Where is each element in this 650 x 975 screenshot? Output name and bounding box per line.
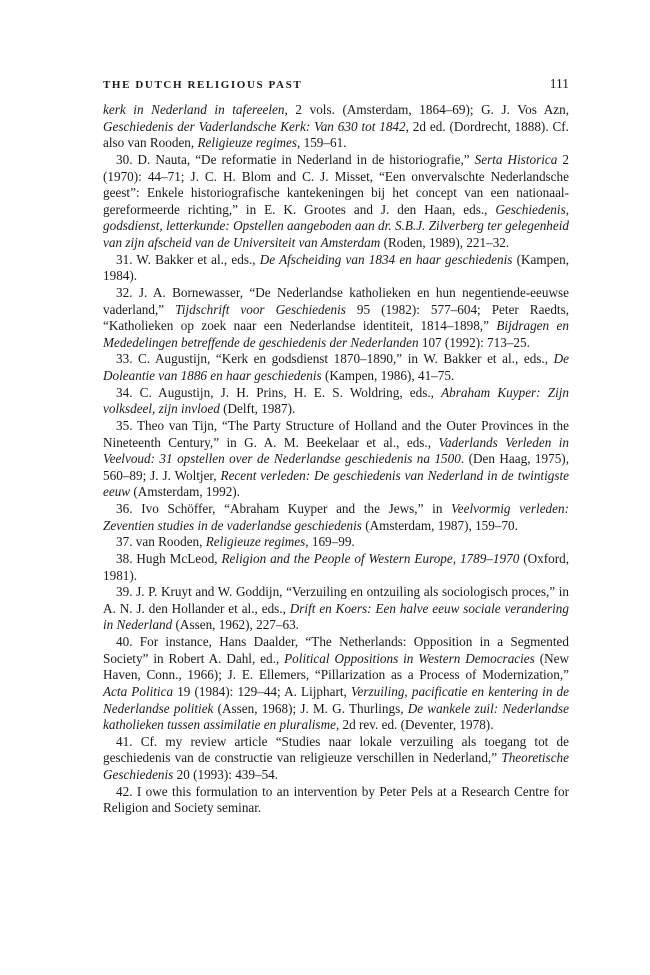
endnote-31 <box>103 252 569 285</box>
note-text: 42. I owe this formulation to an intervention by Peter Pels at a Research Centre for Religion and Society seminar. <box>103 783 569 816</box>
note-text: (Kampen, 1986), 41–75. <box>321 368 455 383</box>
note-text: (New Haven, Conn., 1966); J. E. Ellemers, “Pillarization as a Process of Modernization,” <box>103 650 570 683</box>
page-number: 111 <box>549 76 569 91</box>
note-text: , 2d ed. (Dordrecht, 1888). Cf. also van Rooden, <box>103 118 569 151</box>
italic-title: Religieuze regimes <box>197 135 297 151</box>
italic-title: Drift en Koers: Een halve eeuw sociale verandering in Nederland <box>103 600 569 633</box>
note-text: 31. W. Bakker et al., eds., <box>116 251 260 267</box>
italic-title: Verzuiling, pacificatie en kentering in de Nederlandse politiek <box>103 683 569 716</box>
endnote-32 <box>103 285 569 352</box>
note-text: , 169–99. <box>305 534 355 550</box>
note-text: 36. Ivo Schöffer, “Abraham Kuyper and the Jews,” in <box>116 501 452 516</box>
page-header <box>103 76 569 102</box>
italic-title: Acta Politica <box>103 683 174 699</box>
note-text: 39. J. P. Kruyt and W. Goddijn, “Verzuiling en ontzuiling als sociologisch proces,” in A. N. J. den Hollander et al., eds., <box>103 584 569 616</box>
italic-title: Theoretische Geschiedenis <box>103 750 569 782</box>
note-text: . (Den Haag, 1975), 560–89; J. J. Woltjer, <box>103 451 570 483</box>
book-page <box>103 76 569 817</box>
note-text: 37. van Rooden, <box>116 534 206 550</box>
italic-title: Abraham Kuyper: Zijn volksdeel, zijn invloed <box>103 384 569 417</box>
note-text: , 2 vols. (Amsterdam, 1864–69); G. J. Vos Azn, <box>284 102 569 117</box>
endnote-33 <box>103 351 569 384</box>
endnote-38 <box>103 551 569 584</box>
note-text: 40. For instance, Hans Daalder, “The Netherlands: Opposition in a Segmented Society” in Robert A. Dahl, ed., <box>103 634 569 666</box>
note-text: 35. Theo van Tijn, “The Party Structure of Holland and the Outer Provinces in the Nineteenth Century,” in G. A. M. Beekelaar et al., eds., <box>103 417 569 450</box>
running-head: THE DUTCH RELIGIOUS PAST <box>103 79 303 91</box>
endnotes-list <box>103 102 569 817</box>
endnote-30 <box>103 152 569 252</box>
note-text: (Assen, 1968); J. M. G. Thurlings, <box>213 700 408 716</box>
note-text: (Delft, 1987). <box>219 401 296 417</box>
italic-title: Political Oppositions in Western Democracies <box>284 650 535 666</box>
italic-title: Recent verleden: De geschiedenis van Nederland in de twintigste eeuw <box>103 467 569 500</box>
italic-title: Bijdragen en Mededelingen betreffende de geschiedenis der Nederlanden <box>103 318 569 350</box>
italic-title: kerk in Nederland in tafereelen <box>103 102 285 117</box>
note-text: , 2d rev. ed. (Deventer, 1978). <box>335 717 494 733</box>
endnote-34 <box>103 385 569 418</box>
note-text: (Kampen, 1984). <box>103 251 569 284</box>
note-text: 38. Hugh McLeod, <box>116 550 222 566</box>
note-text: 107 (1992): 713–25. <box>418 334 530 350</box>
endnote-39 <box>103 584 569 634</box>
italic-title: De Afscheiding van 1834 en haar geschiedenis <box>259 251 513 267</box>
endnote-36 <box>103 501 569 534</box>
endnote-42 <box>103 784 569 817</box>
endnote-41 <box>103 734 569 784</box>
note-text: 32. J. A. Bornewasser, “De Nederlandse katholieken en hun negentiende-eeuwse vaderland,” <box>103 284 569 317</box>
italic-title: Geschiedenis der Vaderlandsche Kerk: Van 630 tot 1842 <box>103 118 406 134</box>
italic-title: Geschiedenis, godsdienst, letterkunde: Opstellen aangeboden aan dr. S.B.J. Zilverberg ter gelegenheid van zijn afscheid van de Universiteit van Amsterdam <box>103 201 569 250</box>
note-text: 30. D. Nauta, “De reformatie in Nederland in de historiografie,” <box>116 151 475 167</box>
note-text: (Amsterdam, 1987), 159–70. <box>361 517 518 533</box>
note-text: 34. C. Augustijn, J. H. Prins, H. E. S. Woldring, eds., <box>116 384 442 400</box>
note-text: 2 (1970): 44–71; J. C. H. Blom and C. J. Misset, “Een onvervalschte Nederlandsche geest”: Enkele historiografische kantekeningen bij het concept van een nationaal-gereformeerde richting,” in E. K. Grootes and J. den Haan, eds., <box>103 151 570 217</box>
italic-title: Tijdschrift voor Geschiedenis <box>175 301 346 317</box>
note-text: (Roden, 1989), 221–32. <box>380 235 510 250</box>
endnote-40 <box>103 634 569 734</box>
note-text: (Oxford, 1981). <box>103 550 570 583</box>
italic-title: De Doleantie van 1886 en haar geschiedenis <box>103 351 569 383</box>
note-continuation <box>103 102 569 152</box>
note-text: 33. C. Augustijn, “Kerk en godsdienst 1870–1890,” in W. Bakker et al., eds., <box>116 351 554 367</box>
italic-title: Vaderlands Verleden in Veelvoud: 31 opstellen over de Nederlandse geschiedenis na 1500 <box>103 434 569 467</box>
note-text: 95 (1982): 577–604; Peter Raedts, “Katholieken op zoek naar een Nederlandse identiteit, 1814–1898,” <box>103 301 569 334</box>
note-text: (Amsterdam, 1992). <box>130 484 240 500</box>
italic-title: Religion and the People of Western Europe, 1789–1970 <box>221 550 520 566</box>
italic-title: De wankele zuil: Nederlandse katholieken tussen assimilatie en pluralisme <box>103 700 569 733</box>
note-text: 41. Cf. my review article “Studies naar lokale verzuiling als toegang tot de geschiedenis van de constructie van religieuze verschillen in Nederland,” <box>103 733 569 766</box>
italic-title: Veelvormig verleden: Zeventien studies in de vaderlandse geschiedenis <box>103 501 569 533</box>
note-text: 19 (1984): 129–44; A. Lijphart, <box>173 683 351 699</box>
endnote-35 <box>103 418 569 501</box>
italic-title: Serta Historica <box>474 151 558 167</box>
note-text: (Assen, 1962), 227–63. <box>172 617 299 633</box>
note-text: , 159–61. <box>297 135 347 151</box>
italic-title: Religieuze regimes <box>205 534 306 550</box>
endnote-37 <box>103 534 569 551</box>
note-text: 20 (1993): 439–54. <box>173 767 279 782</box>
